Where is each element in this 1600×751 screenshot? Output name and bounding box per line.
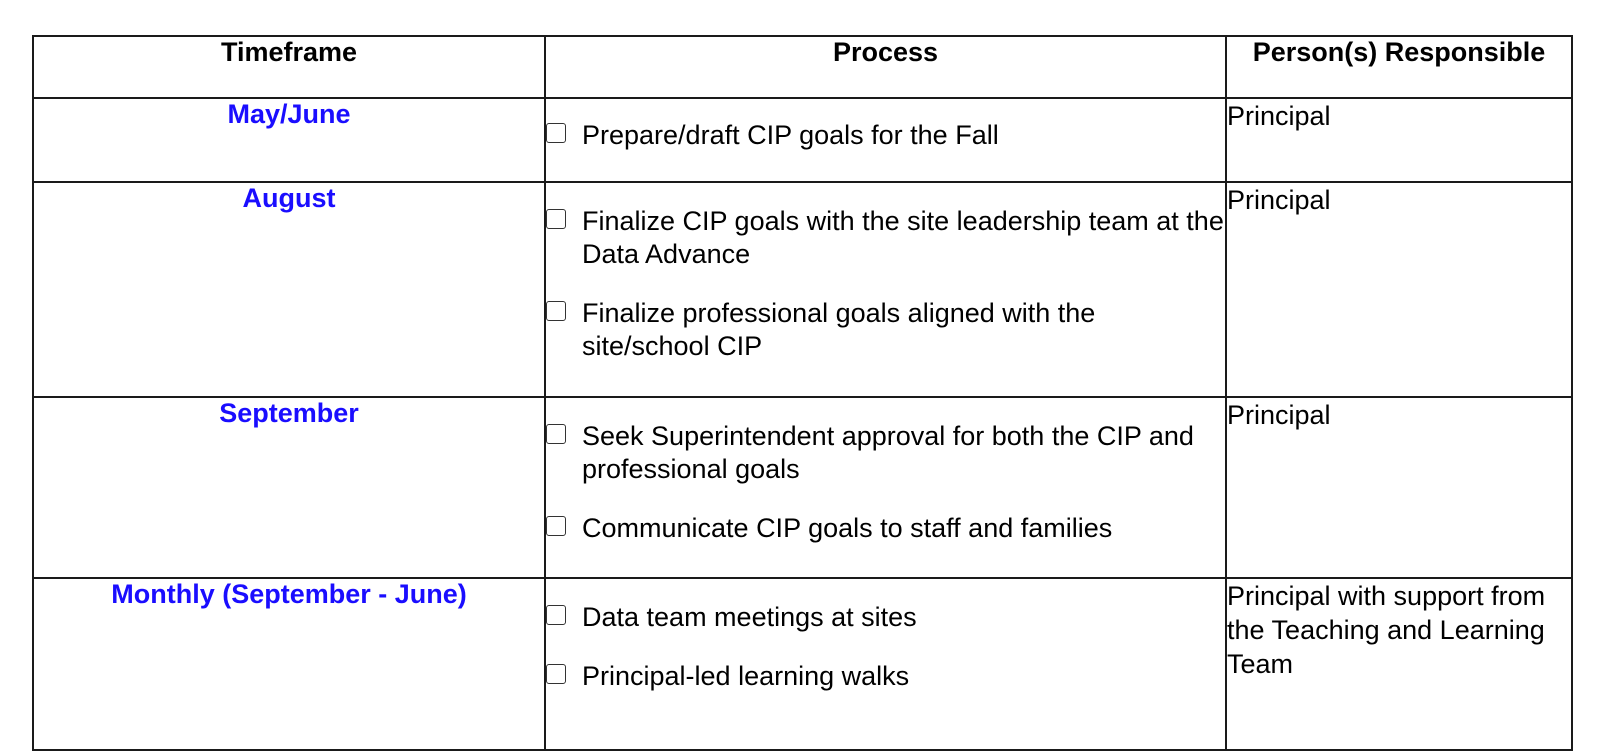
checklist-item[interactable] xyxy=(546,660,1225,693)
header-process: Process xyxy=(545,36,1226,98)
process-cell xyxy=(545,182,1226,397)
checklist-item-text: Finalize CIP goals with the site leadership team at the Data Advance xyxy=(582,206,1224,269)
checkbox[interactable] xyxy=(546,301,566,321)
cip-timeline-table xyxy=(32,35,1573,751)
checkbox[interactable] xyxy=(546,605,566,625)
checklist-item[interactable] xyxy=(546,420,1225,486)
checklist-item-text: Finalize professional goals aligned with the site/school CIP xyxy=(582,298,1096,361)
header-timeframe: Timeframe xyxy=(33,36,545,98)
responsible-cell: Principal xyxy=(1226,98,1572,182)
timeframe-cell: September xyxy=(33,397,545,578)
checklist-item[interactable] xyxy=(546,297,1225,363)
process-cell xyxy=(545,397,1226,578)
responsible-cell: Principal with support from the Teaching and Learning Team xyxy=(1226,578,1572,750)
responsible-cell: Principal xyxy=(1226,397,1572,578)
process-cell xyxy=(545,98,1226,182)
checklist-item[interactable] xyxy=(546,205,1225,271)
table-row xyxy=(33,397,1572,578)
checkbox[interactable] xyxy=(546,664,566,684)
checklist-item-text: Seek Superintendent approval for both the CIP and professional goals xyxy=(582,421,1194,484)
header-row xyxy=(33,36,1572,98)
timeframe-cell: Monthly (September - June) xyxy=(33,578,545,750)
timeframe-cell: May/June xyxy=(33,98,545,182)
checkbox[interactable] xyxy=(546,123,566,143)
checklist-item[interactable] xyxy=(546,119,1225,152)
checkbox[interactable] xyxy=(546,424,566,444)
timeframe-cell: August xyxy=(33,182,545,397)
checklist-item-text: Communicate CIP goals to staff and families xyxy=(582,513,1113,543)
process-cell xyxy=(545,578,1226,750)
checklist-item-text: Prepare/draft CIP goals for the Fall xyxy=(582,120,999,150)
checkbox[interactable] xyxy=(546,209,566,229)
header-responsible: Person(s) Responsible xyxy=(1226,36,1572,98)
checklist-item[interactable] xyxy=(546,601,1225,634)
checklist-item-text: Principal-led learning walks xyxy=(582,661,910,691)
checklist-item-text: Data team meetings at sites xyxy=(582,602,917,632)
checkbox[interactable] xyxy=(546,516,566,536)
table-row xyxy=(33,578,1572,750)
table-row xyxy=(33,98,1572,182)
checklist-item[interactable] xyxy=(546,512,1225,545)
table-row xyxy=(33,182,1572,397)
responsible-cell: Principal xyxy=(1226,182,1572,397)
